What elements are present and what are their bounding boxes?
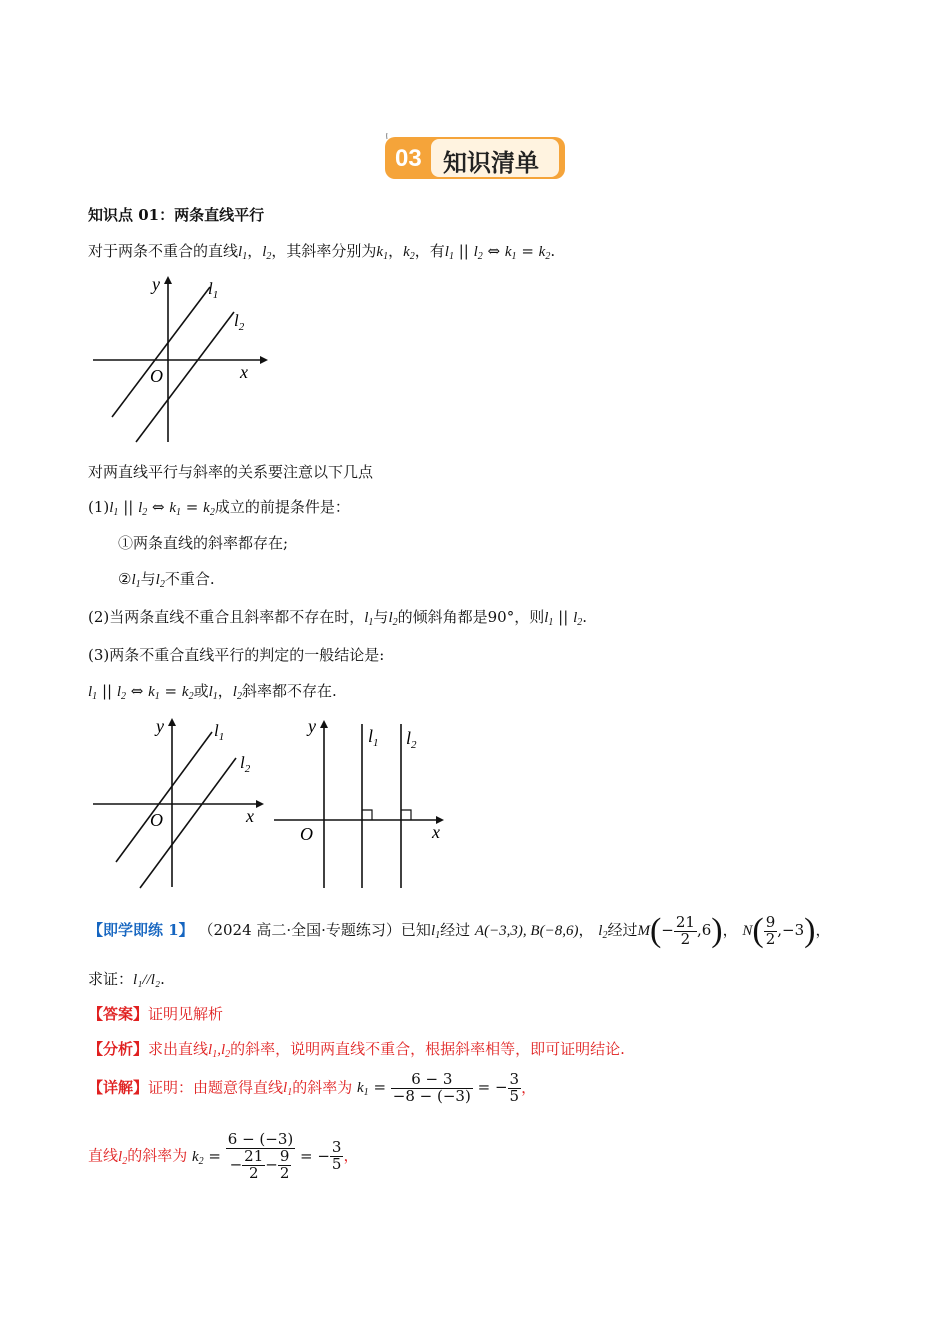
exercise-tag: 【即学即练 1】 [88, 921, 194, 939]
note-2: (2)当两条直线不重合且斜率都不存在时，$l_1$与$l_2$的倾斜角都是90°，则$l_1$ || $l_2$. [88, 608, 588, 628]
prove-line: 求证：l₁//l₂. [88, 970, 165, 988]
points-ab: A(−3,3), B(−8,6) [474, 923, 579, 939]
l2-symbol: $l_2$ [262, 244, 272, 262]
answer-line: 【答案】证明见解析 [88, 1005, 224, 1023]
figure-parallel-lines-1 [88, 272, 268, 447]
l1-label: $l_1$ [368, 726, 379, 749]
point-n-label: N [742, 923, 753, 939]
l1-label: $l_1$ [214, 721, 225, 743]
analysis-line: 【分析】求出直线$l_1,l_2$的斜率，说明两直线不重合，根据斜率相等，即可证明结论. [88, 1040, 625, 1060]
origin-label: O [300, 824, 313, 844]
x-axis-label: x [240, 362, 248, 382]
badge-number: 03 [395, 145, 422, 172]
general-conclusion: $l_1$ || $l_2$ ⇔ $k_1 = k_2$或$l_1$，$l_2$斜率都不存在. [88, 682, 337, 702]
l1-label: $l_1$ [208, 279, 219, 301]
x-axis-label: x [246, 806, 254, 826]
point-m-label: M [637, 923, 650, 939]
intro-line: 对于两条不重合的直线$l_1$，$l_2$，其斜率分别为$k_1$，$k_2$，有$l_1$ || $l_2$ ⇔ $k_1 = k_2$. [88, 242, 556, 262]
exercise-statement: 【即学即练 1】 （2024 高二·全国·专题练习）已知$l_1$经过 A(−3,3), B(−8,6)， $l_2$经过M(− $\frac{21}{2}$ ,6)， N( $\frac{9}{2}$ ,−3)， [88, 912, 831, 949]
prove-relation: l₁//l₂ [133, 972, 161, 988]
origin-label: O [150, 810, 163, 830]
y-axis-label: y [152, 274, 160, 294]
x-axis-label: x [432, 822, 440, 842]
note-3: (3)两条不重合直线平行的判定的一般结论是: [88, 646, 385, 664]
origin-label: O [150, 366, 163, 386]
k2-symbol: $k_2$ [403, 244, 415, 262]
y-axis-label: y [156, 716, 164, 736]
condition-2: $②l_1$与$l_2$不重合. [118, 570, 215, 590]
detail-line-2: 直线$l_2$的斜率为 $k_2$ = 6 − (−3) − $\frac{21}{2}$ − $\frac{9}{2}$ = − $\frac{3}{5}$ ， [88, 1130, 359, 1182]
figure-parallel-lines-2 [88, 712, 268, 892]
l2-label: $l_2$ [240, 753, 251, 775]
intro-b: ，其斜率分别为 [271, 242, 377, 260]
figure-vertical-lines [272, 712, 452, 894]
section-title: 知识点 01：两条直线平行 [88, 206, 265, 224]
note-1: $(1)l_1$ || $l_2$ ⇔ $k_1 = k_2$成立的前提条件是： [88, 498, 350, 518]
detail-line-1: 【详解】证明：由题意得直线$l_1$的斜率为 $k_1$ = $\frac{6 - 3}{-8 - (-3)}$ = − $\frac{3}{5}$ ， [88, 1070, 537, 1105]
comma: ， [247, 242, 263, 260]
l1-symbol: $l_1$ [238, 244, 248, 262]
condition-1: ①两条直线的斜率都存在; [118, 534, 289, 552]
intro-c: ，有 [414, 242, 445, 260]
l2-label: $l_2$ [406, 728, 417, 751]
l2-label: $l_2$ [234, 311, 245, 333]
intro-a: 对于两条不重合的直线 [88, 242, 239, 260]
k1-symbol: $k_1$ [376, 244, 389, 262]
badge-title: 知识清单 [443, 149, 539, 177]
section-badge [385, 133, 565, 181]
y-axis-label: y [308, 716, 316, 736]
notes-heading: 对两直线平行与斜率的关系要注意以下几点 [88, 463, 374, 481]
